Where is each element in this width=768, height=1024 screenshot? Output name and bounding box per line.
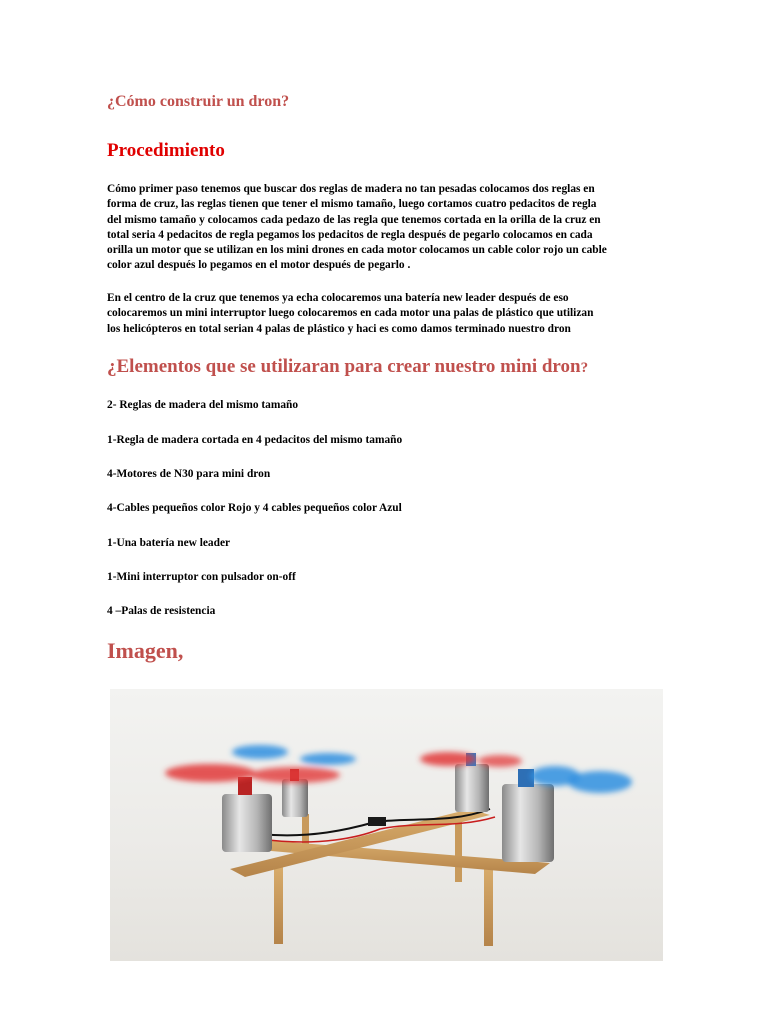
leg-front-left xyxy=(274,864,283,944)
propeller-red-back-right-b xyxy=(478,755,522,767)
propeller-red-back-right-a xyxy=(420,752,476,766)
procedure-paragraph-2 xyxy=(107,291,662,337)
image-heading: Imagen, xyxy=(107,638,184,663)
motor-back-left xyxy=(282,779,308,817)
list-item: 4-Cables pequeños color Rojo y 4 cables pequeños color Azul xyxy=(107,502,402,514)
paragraph-line: colocaremos un mini interruptor luego colocaremos en cada motor una palas de plástico que utilizan xyxy=(107,307,594,320)
procedure-paragraph-1 xyxy=(107,182,662,274)
paragraph-line: orilla un motor que se utilizan en los mini drones en cada motor colocamos un cable color rojo un cable xyxy=(107,244,607,257)
list-item: 4 –Palas de resistencia xyxy=(107,605,216,617)
propeller-blue-back-left-b xyxy=(300,753,356,765)
elements-heading-mark: ? xyxy=(580,360,589,376)
paragraph-line: Cómo primer paso tenemos que buscar dos reglas de madera no tan pesadas colocamos dos reglas en xyxy=(107,183,595,195)
propellers xyxy=(165,745,632,793)
motor-front-left xyxy=(222,794,272,852)
paragraph-line: del mismo tamaño y colocamos cada pedazo de las regla que tenemos cortada en la orilla de la cruz en xyxy=(107,213,601,226)
leg-front-right xyxy=(484,864,493,946)
list-item: 2- Reglas de madera del mismo tamaño xyxy=(107,399,299,411)
elements-heading xyxy=(107,356,588,378)
paragraph-line: forma de cruz, las reglas tienen que tener el mismo tamaño, luego cortamos cuatro pedacitos de regla xyxy=(107,198,597,211)
hub-front-left xyxy=(238,777,252,795)
paragraph-line: los helicópteros en total serian 4 palas de plástico y haci es como damos terminado nuestro dron xyxy=(107,322,571,335)
list-item: 4-Motores de N30 para mini dron xyxy=(107,468,271,480)
list-item: 1-Regla de madera cortada en 4 pedacitos del mismo tamaño xyxy=(107,434,403,446)
motor-front-right xyxy=(502,784,554,862)
drone-photo xyxy=(110,689,663,961)
paragraph-line: total seria 4 pedacitos de regla pegamos los pedacitos de regla después de pegarlo colocamos en cada xyxy=(107,228,593,241)
motor-back-right xyxy=(455,764,489,812)
list-item: 1-Mini interruptor con pulsador on-off xyxy=(107,571,296,583)
propeller-blue-back-left-a xyxy=(232,745,288,759)
list-item: 1-Una batería new leader xyxy=(107,537,231,549)
elements-heading-text: ¿Elementos que se utilizaran para crear nuestro mini dron xyxy=(107,356,581,377)
paragraph-line: color azul después lo pegamos en el motor después de pegarlo . xyxy=(107,259,411,272)
propeller-red-left-b xyxy=(250,767,340,783)
propeller-blue-front-right-b xyxy=(568,771,632,793)
drone-illustration xyxy=(110,689,663,961)
propeller-red-left-a xyxy=(165,764,255,782)
paragraph-line: En el centro de la cruz que tenemos ya echa colocaremos una batería new leader después de eso xyxy=(107,292,569,304)
procedure-heading: Procedimiento xyxy=(107,140,225,161)
switch xyxy=(368,817,386,826)
document-title: ¿Cómo construir un dron? xyxy=(107,93,290,110)
